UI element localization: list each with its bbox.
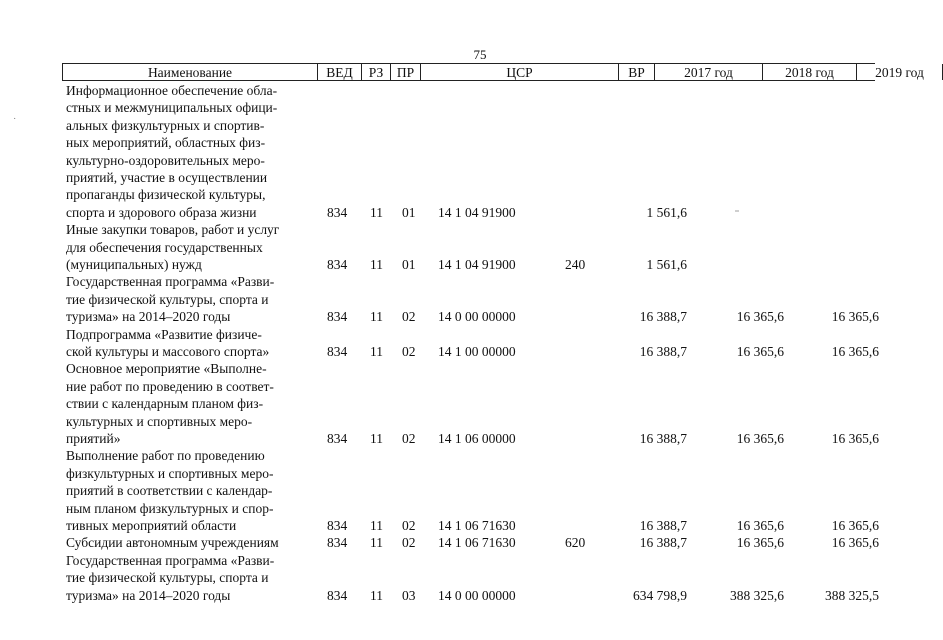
cell-ved: 834 xyxy=(327,517,348,533)
cell-rz: 11 xyxy=(370,535,383,551)
cell-ved: 834 xyxy=(327,309,348,325)
cell-csr: 14 1 06 71630 xyxy=(438,535,516,551)
header-2018: 2018 год xyxy=(763,64,857,80)
cell-2018: 388 325,6 xyxy=(730,587,784,603)
row-name xyxy=(66,552,316,604)
row-name-line: спорта и здорового образа жизни xyxy=(66,204,257,220)
cell-csr: 14 1 06 00000 xyxy=(438,430,516,446)
cell-ved: 834 xyxy=(327,343,348,359)
margin-mark: ˙ xyxy=(13,117,17,128)
page-number: 75 xyxy=(473,47,487,62)
cell-pr: 02 xyxy=(402,343,416,359)
cell-vr: 620 xyxy=(565,535,586,551)
cell-ved: 834 xyxy=(327,430,348,446)
cell-2018: 16 365,6 xyxy=(736,535,784,551)
table-row xyxy=(0,360,905,447)
row-name-line: Информационное обеспечение обла- xyxy=(66,83,278,98)
table-row xyxy=(0,326,905,361)
cell-rz: 11 xyxy=(370,343,383,359)
row-name-line: приятий» xyxy=(66,430,121,446)
cell-rz: 11 xyxy=(370,430,383,446)
cell-ved: 834 xyxy=(327,204,348,220)
row-name-line: приятий, участие в осуществлении xyxy=(66,169,268,185)
cell-pr: 02 xyxy=(402,517,416,533)
row-name-line: ствии с календарным планом физ- xyxy=(66,396,264,412)
cell-pr: 01 xyxy=(402,204,416,220)
cell-2019: 16 365,6 xyxy=(831,343,879,359)
table-row xyxy=(0,534,905,551)
row-name xyxy=(66,221,316,273)
cell-csr: 14 1 00 00000 xyxy=(438,343,516,359)
row-name-line: тивных мероприятий области xyxy=(66,517,237,533)
cell-vr: 240 xyxy=(565,256,586,272)
cell-rz: 11 xyxy=(370,587,383,603)
row-name-line: Подпрограмма «Развитие физиче- xyxy=(66,326,262,342)
cell-2019: 16 365,6 xyxy=(831,309,879,325)
cell-2018: 16 365,6 xyxy=(736,309,784,325)
row-name-line: стных и межмуниципальных офици- xyxy=(66,100,278,116)
cell-csr: 14 1 04 91900 xyxy=(438,204,516,220)
cell-csr: 14 1 06 71630 xyxy=(438,517,516,533)
cell-rz: 11 xyxy=(370,256,383,272)
cell-2019: 16 365,6 xyxy=(831,430,879,446)
cell-2019: 16 365,6 xyxy=(831,535,879,551)
cell-pr: 01 xyxy=(402,256,416,272)
cell-2017: 16 388,7 xyxy=(639,343,687,359)
header-csr: ЦСР xyxy=(421,64,619,80)
cell-2017: 16 388,7 xyxy=(639,517,687,533)
row-name-line: физкультурных и спортивных меро- xyxy=(66,465,274,481)
cell-ved: 834 xyxy=(327,535,348,551)
cell-2017: 1 561,6 xyxy=(646,256,687,272)
table-header xyxy=(62,63,924,81)
row-name-line: культурных и спортивных меро- xyxy=(66,413,253,429)
row-name-line: приятий в соответствии с календар- xyxy=(66,483,273,499)
table-row xyxy=(0,221,905,273)
cell-2017: 16 388,7 xyxy=(639,430,687,446)
row-name-line: ской культуры и массового спорта» xyxy=(66,343,270,359)
cell-pr: 02 xyxy=(402,430,416,446)
table-row xyxy=(0,82,905,221)
row-name-line: Выполнение работ по проведению xyxy=(66,448,265,464)
cell-2019: 388 325,5 xyxy=(825,587,879,603)
cell-2017: 1 561,6 xyxy=(646,204,687,220)
table-row xyxy=(0,273,905,325)
row-name-line: Государственная программа «Разви- xyxy=(66,274,275,290)
cell-2019: 16 365,6 xyxy=(831,517,879,533)
cell-rz: 11 xyxy=(370,309,383,325)
row-name-line: Государственная программа «Разви- xyxy=(66,552,275,568)
row-name xyxy=(66,273,316,325)
row-name xyxy=(66,82,316,221)
header-2017: 2017 год xyxy=(655,64,763,80)
row-name-line: тие физической культуры, спорта и xyxy=(66,291,269,307)
cell-pr: 02 xyxy=(402,309,416,325)
cell-csr: 14 1 04 91900 xyxy=(438,256,516,272)
header-vr: ВР xyxy=(619,64,655,80)
row-name xyxy=(66,326,316,361)
table-row xyxy=(0,552,905,604)
header-rz: РЗ xyxy=(362,64,391,80)
row-name-line: (муниципальных) нужд xyxy=(66,256,202,272)
row-name-line: ным планом физкультурных и спор- xyxy=(66,500,274,516)
cell-csr: 14 0 00 00000 xyxy=(438,309,516,325)
cell-ved: 834 xyxy=(327,256,348,272)
cell-2017: 16 388,7 xyxy=(639,535,687,551)
row-name-line: ние работ по проведению в соответ- xyxy=(66,378,274,394)
header-2019: 2019 год xyxy=(857,64,943,80)
row-name-line: тие физической культуры, спорта и xyxy=(66,570,269,586)
row-name-line: ных мероприятий, областных физ- xyxy=(66,135,266,151)
row-name-line: для обеспечения государственных xyxy=(66,239,263,255)
row-name xyxy=(66,447,316,534)
cell-ved: 834 xyxy=(327,587,348,603)
row-name-line: Субсидии автономным учреждениям xyxy=(66,535,279,551)
header-pr: ПР xyxy=(391,64,421,80)
header-ved: ВЕД xyxy=(318,64,362,80)
cell-2018: 16 365,6 xyxy=(736,343,784,359)
row-name xyxy=(66,360,316,447)
table-row xyxy=(0,447,905,534)
row-name-line: туризма» на 2014–2020 годы xyxy=(66,587,231,603)
header-name: Наименование xyxy=(63,64,318,80)
cell-2018: 16 365,6 xyxy=(736,430,784,446)
row-name-line: пропаганды физической культуры, xyxy=(66,187,266,203)
row-name-line: Иные закупки товаров, работ и услуг xyxy=(66,222,280,238)
cell-rz: 11 xyxy=(370,517,383,533)
cell-2018: 16 365,6 xyxy=(736,517,784,533)
cell-csr: 14 0 00 00000 xyxy=(438,587,516,603)
row-name-line: альных физкультурных и спортив- xyxy=(66,117,265,133)
cell-2017: 16 388,7 xyxy=(639,309,687,325)
row-name-line: туризма» на 2014–2020 годы xyxy=(66,309,231,325)
cell-rz: 11 xyxy=(370,204,383,220)
cell-pr: 03 xyxy=(402,587,416,603)
row-name-line: культурно-оздоровительных меро- xyxy=(66,152,265,168)
row-name-line: Основное мероприятие «Выполне- xyxy=(66,361,267,377)
cell-2017: 634 798,9 xyxy=(633,587,687,603)
cell-pr: 02 xyxy=(402,535,416,551)
row-name xyxy=(66,534,316,551)
